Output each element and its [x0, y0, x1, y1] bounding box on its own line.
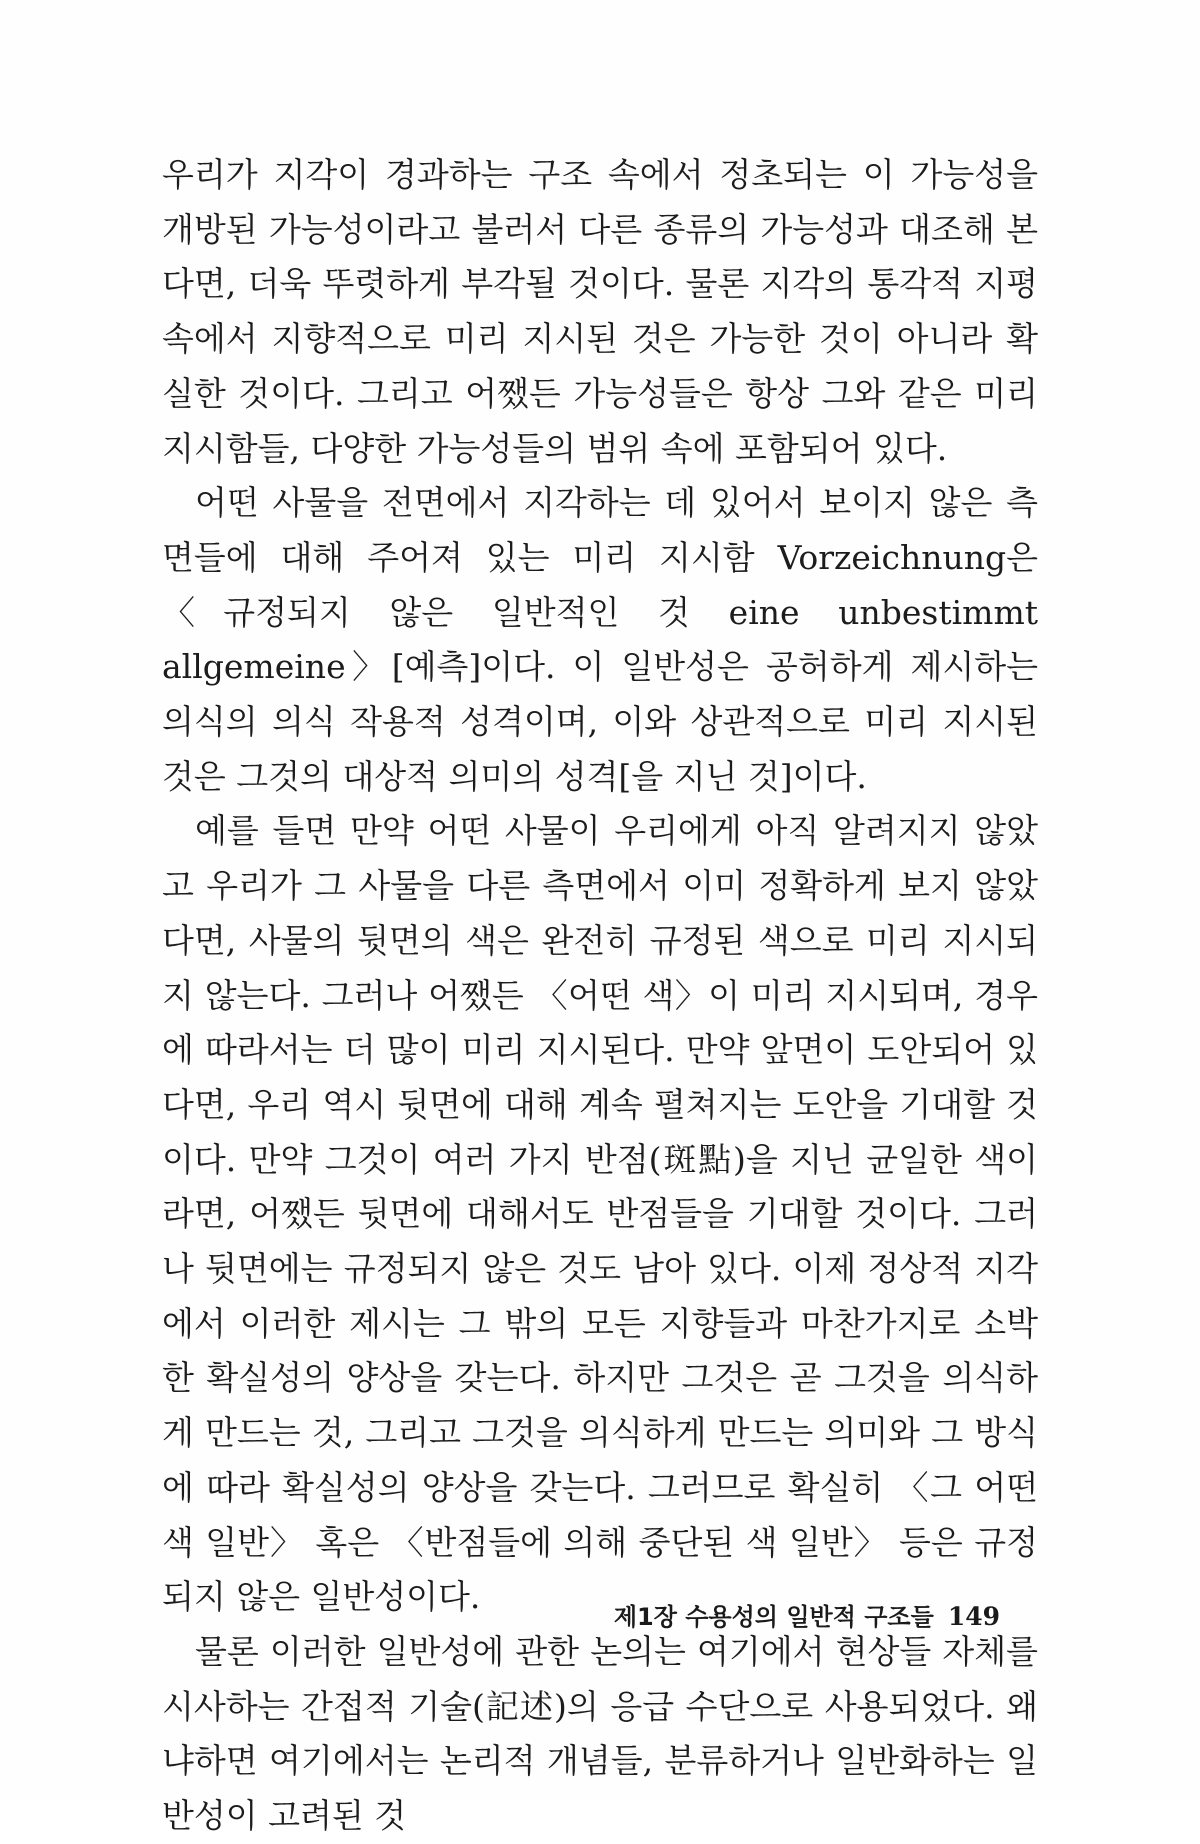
running-head: 제1장 수용성의 일반적 구조들: [613, 1603, 934, 1631]
page-footer: [614, 1597, 1000, 1632]
body-text: [162, 148, 1038, 1844]
paragraph-1: 우리가 지각이 경과하는 구조 속에서 정초되는 이 가능성을 개방된 가능성이라고 불러서 다른 종류의 가능성과 대조해 본다면, 더욱 뚜렷하게 부각될 것이다. 물론 지각의 통각적 지평 속에서 지향적으로 미리 지시된 것은 가능한 것이 아니라 확실한 것이다. 그리고 어쨌든 가능성들은 항상 그와 같은 미리 지시함들, 다양한 가능성들의 범위 속에 포함되어 있다.: [162, 155, 1038, 468]
paragraph-3: 예를 들면 만약 어떤 사물이 우리에게 아직 알려지지 않았고 우리가 그 사물을 다른 측면에서 이미 정확하게 보지 않았다면, 사물의 뒷면의 색은 완전히 규정된 색으로 미리 지시되지 않는다. 그러나 어쨌든 〈어떤 색〉이 미리 지시되며, 경우에 따라서는 더 많이 미리 지시된다. 만약 앞면이 도안되어 있다면, 우리 역시 뒷면에 대해 계속 펼쳐지는 도안을 기대할 것이다. 만약 그것이 여러 가지 반점(斑點)을 지닌 균일한 색이라면, 어쨌든 뒷면에 대해서도 반점들을 기대할 것이다. 그러나 뒷면에는 규정되지 않은 것도 남아 있다. 이제 정상적 지각에서 이러한 제시는 그 밖의 모든 지향들과 마찬가지로 소박한 확실성의 양상을 갖는다. 하지만 그것은 곧 그것을 의식하게 만드는 것, 그리고 그것을 의식하게 만드는 의미와 그 방식에 따라 확실성의 양상을 갖는다. 그러므로 확실히 〈그 어떤 색 일반〉 혹은 〈반점들에 의해 중단된 색 일반〉 등은 규정되지 않은 일반성이다.: [162, 811, 1038, 1617]
paragraph-4: 물론 이러한 일반성에 관한 논의는 여기에서 현상들 자체를 시사하는 간접적 기술(記述)의 응급 수단으로 사용되었다. 왜냐하면 여기에서는 논리적 개념들, 분류하거나 일반화하는 일반성이 고려된 것: [162, 1631, 1038, 1836]
page-number: 149: [947, 1602, 1000, 1631]
paragraph-2: 어떤 사물을 전면에서 지각하는 데 있어서 보이지 않은 측면들에 대해 주어져 있는 미리 지시함 Vorzeichnung은 〈규정되지 않은 일반적인 것 eine unbestimmt allgemeine〉[예측]이다. 이 일반성은 공허하게 제시하는 의식의 의식 작용적 성격이며, 이와 상관적으로 미리 지시된 것은 그것의 대상적 의미의 성격[을 지닌 것]이다.: [162, 483, 1038, 796]
